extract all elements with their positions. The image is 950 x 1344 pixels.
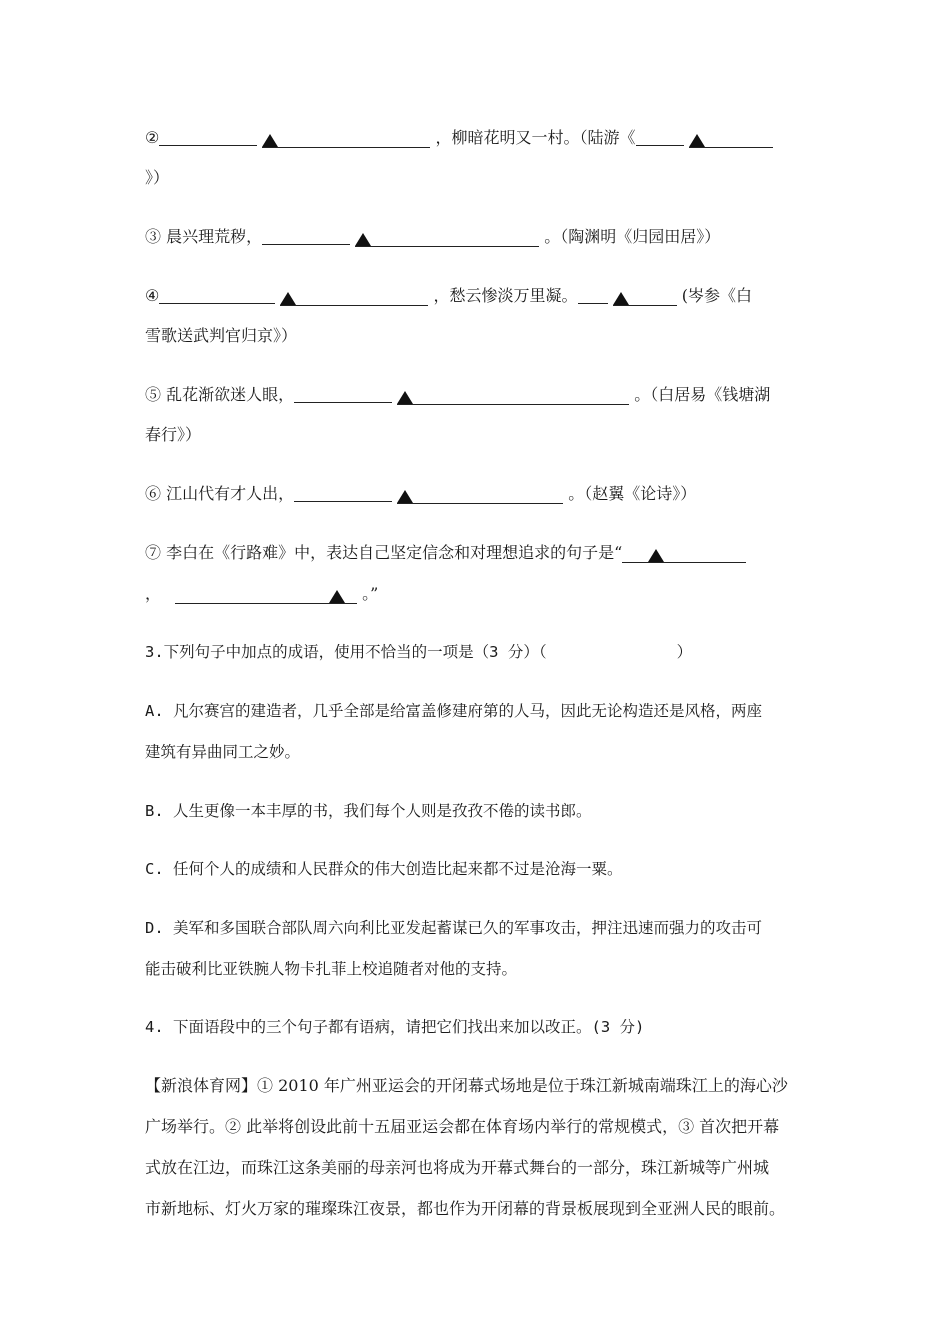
item-2-number: ② — [145, 128, 160, 147]
item-7-text: ⑦ 李白在《行路难》中，表达自己坚定信念和对理想追求的句子是“ — [145, 543, 623, 562]
q3-option-d: D. 美军和多国联合部队周六向利比亚发起蓄谋已久的军事攻击，押注迅速而强力的攻击可 — [145, 919, 762, 937]
q3-paren-close: ） — [676, 643, 693, 661]
item-3-text: ③ 晨兴理荒秽， — [145, 227, 263, 246]
item-5-end: 。（白居易《钱塘湖 — [634, 385, 771, 404]
q3-stem: 3.下列句子中加点的成语，使用不恰当的一项是（3 分）（ — [145, 643, 547, 661]
blank[interactable] — [578, 287, 608, 304]
q4-paragraph-line-2: 广场举行。② 此举将创设此前十五届亚运会都在体育场内举行的常规模式，③ 首次把开幕 — [145, 1117, 780, 1136]
triangle-icon — [262, 134, 278, 147]
triangle-icon — [689, 134, 705, 147]
q3-stem-line — [145, 642, 692, 662]
item-5-line-2: 春行》） — [145, 425, 202, 444]
item-7-comma: ， — [145, 584, 162, 603]
blank[interactable] — [262, 228, 350, 245]
q3-option-a-cont: 建筑有异曲同工之妙。 — [145, 743, 301, 761]
answer-blank[interactable] — [397, 485, 563, 504]
answer-blank[interactable] — [689, 129, 773, 148]
triangle-icon — [397, 490, 413, 503]
item-2-line — [145, 128, 773, 148]
item-6-line — [145, 484, 696, 504]
answer-blank[interactable] — [397, 386, 629, 405]
blank[interactable] — [159, 287, 275, 304]
answer-blank[interactable] — [613, 287, 677, 306]
q3-option-b: B. 人生更像一本丰厚的书，我们每个人则是孜孜不倦的读书郎。 — [145, 802, 592, 820]
triangle-icon — [397, 391, 413, 404]
triangle-icon — [648, 549, 664, 562]
item-4-line — [145, 286, 752, 306]
item-2-close: 》） — [145, 168, 170, 187]
q4-paragraph-line-3: 式放在江边，而珠江这条美丽的母亲河也将成为开幕式舞台的一部分，珠江新城等广州城 — [145, 1158, 770, 1177]
blank[interactable] — [159, 129, 257, 146]
q3-option-c: C. 任何个人的成绩和人民群众的伟大创造比起来都不过是沧海一粟。 — [145, 860, 623, 878]
item-6-text: ⑥ 江山代有才人出， — [145, 484, 295, 503]
blank[interactable] — [636, 129, 684, 146]
item-4-author: (岑参《白 — [681, 286, 752, 305]
item-5-text: ⑤ 乱花渐欲迷人眼， — [145, 385, 295, 404]
item-4-line-2: 雪歌送武判官归京》） — [145, 326, 298, 345]
item-6-end: 。（赵翼《论诗》） — [568, 484, 697, 503]
answer-blank[interactable] — [175, 585, 357, 604]
triangle-icon — [613, 292, 629, 305]
answer-blank[interactable] — [355, 228, 539, 247]
item-7-close: 。” — [362, 584, 379, 603]
q4-paragraph-line-1: 【新浪体育网】① 2010 年广州亚运会的开闭幕式场地是位于珠江新城南端珠江上的海心沙 — [145, 1076, 788, 1095]
blank[interactable] — [294, 485, 392, 502]
q4-paragraph-line-4: 市新地标、灯火万家的璀璨珠江夜景，都也作为开闭幕的背景板展现到全亚洲人民的眼前。 — [145, 1199, 786, 1218]
item-2-text: ，柳暗花明又一村。（陆游《 — [435, 128, 636, 147]
item-7-line — [145, 543, 746, 563]
q4-stem: 4. 下面语段中的三个句子都有语病，请把它们找出来加以改正。(3 分) — [145, 1018, 645, 1036]
q3-option-d-cont: 能击破利比亚铁腕人物卡扎菲上校追随者对他的支持。 — [145, 960, 518, 978]
answer-blank[interactable] — [280, 287, 428, 306]
triangle-icon — [280, 292, 296, 305]
item-3-end: 。（陶渊明《归园田居》） — [544, 227, 721, 246]
triangle-icon — [329, 590, 345, 603]
item-3-line — [145, 227, 720, 247]
item-5-line — [145, 385, 770, 405]
item-4-text: ，愁云惨淡万里凝。 — [433, 286, 578, 305]
item-4-number: ④ — [145, 286, 160, 305]
answer-blank[interactable] — [622, 544, 746, 563]
triangle-icon — [355, 233, 371, 246]
answer-blank[interactable] — [262, 129, 430, 148]
q3-option-a: A. 凡尔赛宫的建造者，几乎全部是给富盖修建府第的人马，因此无论构造还是风格，两座 — [145, 702, 762, 720]
item-7-line-2 — [145, 584, 378, 604]
blank[interactable] — [294, 386, 392, 403]
